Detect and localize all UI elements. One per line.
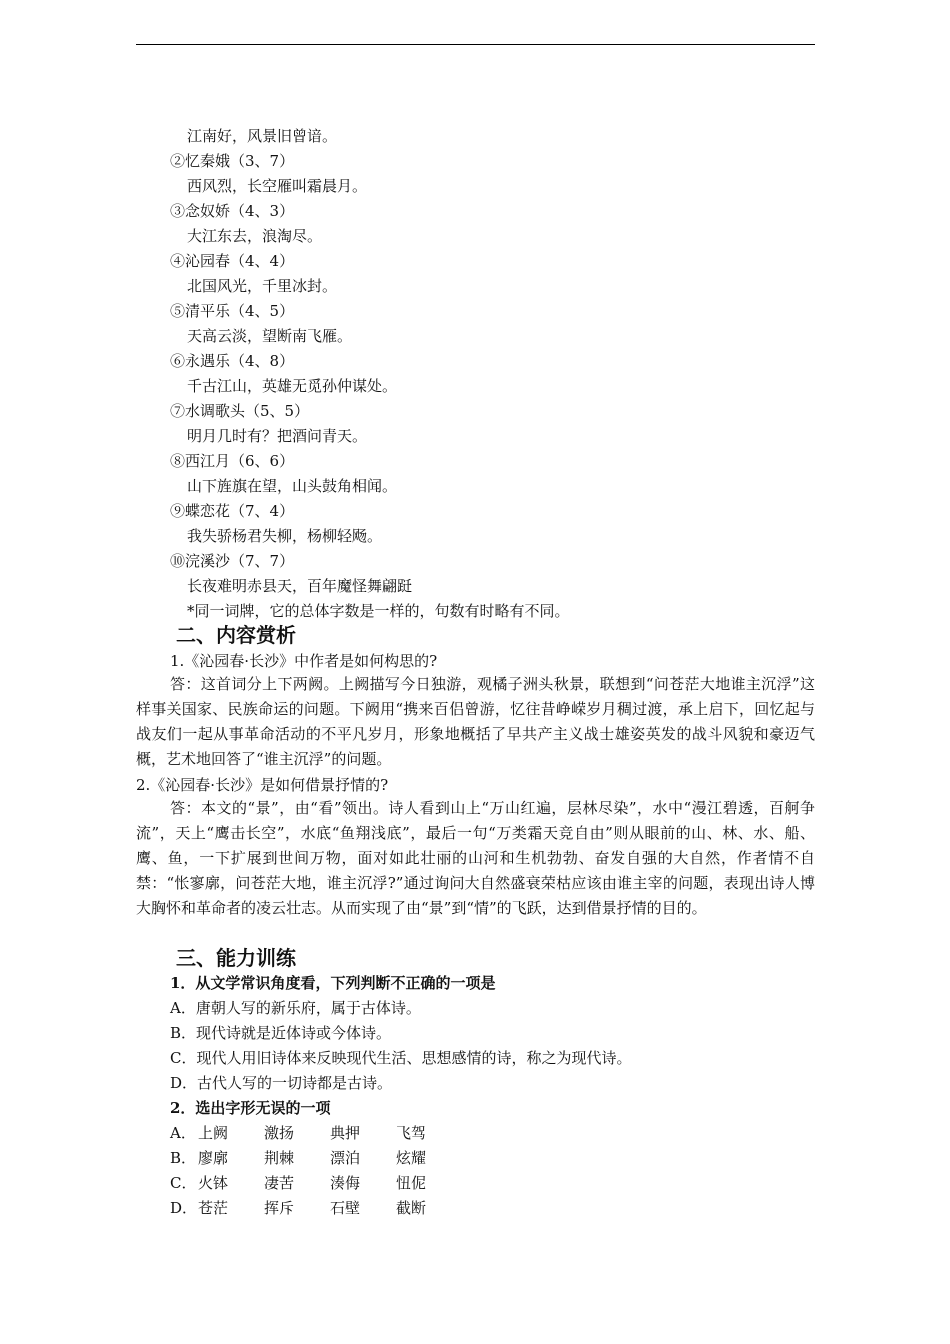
option-word: 石壁 [330, 1199, 361, 1217]
option-d-words [170, 1198, 462, 1218]
answer-2-1: 答：这首词分上下两阙。上阙描写今日独游，观橘子洲头秋景，联想到“问苍茫大地谁主沉浮”这样事关国家、民族命运的问题。下阙用“携来百侣曾游，忆往昔峥嵘岁月稠过渡，承上启下，回忆起与战友们一起从事革命活动的不平凡岁月，形象地概括了早共产主义战士雄姿英发的战斗风貌和豪迈气概，艺术地回答了“谁主沉浮”的问题。 [136, 675, 815, 768]
verse-line: 我失骄杨君失柳，杨柳轻飏。 [187, 527, 383, 545]
verse-line: 长夜难明赤县天，百年魔怪舞翩跹 [187, 577, 413, 595]
option-word: 炫耀 [396, 1149, 427, 1167]
question-2-1: 1.《沁园春·长沙》中作者是如何构思的? [170, 652, 438, 670]
verse-line: 天高云淡，望断南飞雁。 [187, 327, 353, 345]
verse-line: 江南好，风景旧曾谙。 [187, 127, 338, 145]
option-word: 苍茫 [198, 1199, 229, 1217]
question-3-1-stem: 1．从文学常识角度看，下列判断不正确的一项是 [170, 974, 496, 992]
option-a-words [170, 1123, 462, 1143]
section-heading-2: 二、内容赏析 [176, 623, 296, 647]
option-word: 飞驾 [396, 1124, 427, 1142]
option-word: 漂泊 [330, 1149, 361, 1167]
cipai-item: ③念奴娇（4、3） [170, 202, 295, 220]
option-word: 典押 [330, 1124, 361, 1142]
cipai-item: ⑨蝶恋花（7、4） [170, 502, 295, 520]
section-heading-3: 三、能力训练 [176, 946, 296, 970]
option-word: 荆棘 [264, 1149, 295, 1167]
option-word: 上阙 [198, 1124, 229, 1142]
verse-line: 千古江山，英雄无觅孙仲谋处。 [187, 377, 398, 395]
note-line: *同一词牌，它的总体字数是一样的，句数有时略有不同。 [187, 602, 570, 620]
option-d: D．古代人写的一切诗都是古诗。 [170, 1074, 393, 1092]
option-word: 湊侮 [330, 1174, 361, 1192]
verse-line: 西风烈，长空雁叫霜晨月。 [187, 177, 368, 195]
option-key: A． [170, 1124, 196, 1142]
question-3-2-stem: 2．选出字形无误的一项 [170, 1099, 331, 1117]
question-2-2: 2.《沁园春·长沙》是如何借景抒情的? [136, 776, 389, 794]
verse-line: 大江东去，浪淘尽。 [187, 227, 323, 245]
option-c: C．现代人用旧诗体来反映现代生活、思想感情的诗，称之为现代诗。 [170, 1049, 632, 1067]
option-key: D． [170, 1199, 198, 1217]
verse-line: 北国风光，千里冰封。 [187, 277, 338, 295]
option-c-words [170, 1173, 462, 1193]
option-word: 激扬 [264, 1124, 295, 1142]
cipai-item: ⑩浣溪沙（7、7） [170, 552, 295, 570]
option-word: 凄苦 [264, 1174, 295, 1192]
option-a: A．唐朝人写的新乐府，属于古体诗。 [170, 999, 421, 1017]
verse-line: 山下旌旗在望，山头鼓角相闻。 [187, 477, 398, 495]
option-word: 廖廓 [198, 1149, 229, 1167]
option-word: 挥斥 [264, 1199, 295, 1217]
header-rule [136, 44, 815, 45]
cipai-item: ④沁园春（4、4） [170, 252, 295, 270]
option-b: B．现代诗就是近体诗或今体诗。 [170, 1024, 392, 1042]
verse-line: 明月几时有？把酒问青天。 [187, 427, 368, 445]
option-word: 截断 [396, 1199, 427, 1217]
answer-2-2: 答：本文的“景”，由“看”领出。诗人看到山上“万山红遍，层林尽染”，水中“漫江碧透，百舸争流”，天上“鹰击长空”，水底“鱼翔浅底”，最后一句“万类霜天竞自由”则从眼前的山、林、水、船、鹰、鱼，一下扩展到世间万物，面对如此壮丽的山河和生机勃勃、奋发自强的大自然，作者情不自禁：“怅寥廓，问苍茫大地，谁主沉浮?”通过询问大自然盛衰荣枯应该由谁主宰的问题，表现出诗人博大胸怀和革命者的凌云壮志。从而实现了由“景”到“情”的飞跃，达到借景抒情的目的。 [136, 799, 815, 917]
cipai-item: ⑤清平乐（4、5） [170, 302, 295, 320]
option-word: 火钵 [198, 1174, 229, 1192]
cipai-item: ⑧西江月（6、6） [170, 452, 295, 470]
option-b-words [170, 1148, 462, 1168]
option-key: B． [170, 1149, 197, 1167]
option-word: 忸伲 [396, 1174, 427, 1192]
cipai-item: ②忆秦娥（3、7） [170, 152, 295, 170]
option-key: C． [170, 1174, 197, 1192]
cipai-item: ⑦水调歌头（5、5） [170, 402, 310, 420]
cipai-item: ⑥永遇乐（4、8） [170, 352, 295, 370]
